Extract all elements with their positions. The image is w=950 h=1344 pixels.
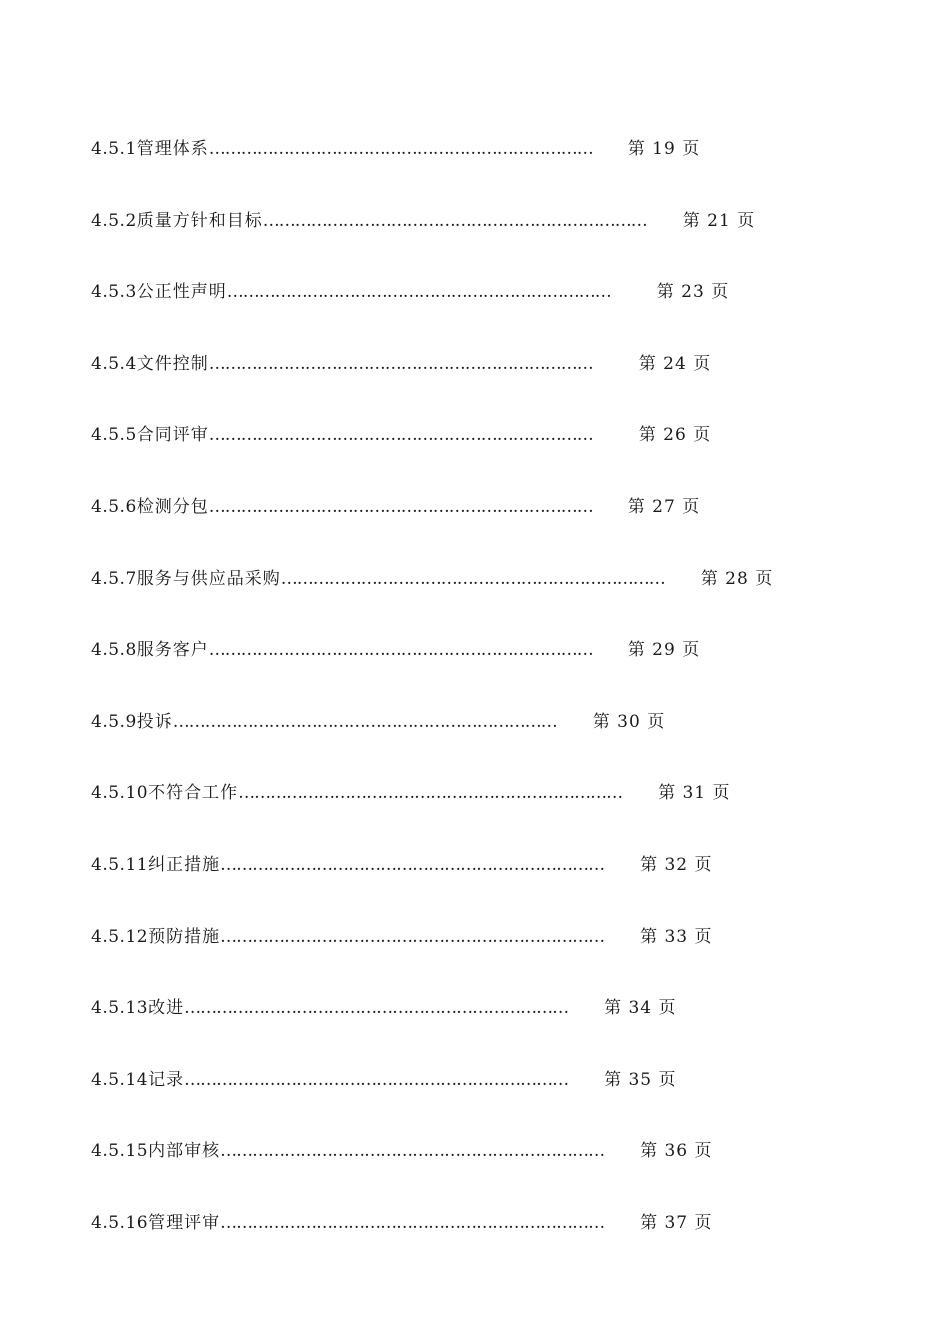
entry-title: 服务与供应品采购 bbox=[136, 568, 281, 589]
entry-page-number: 第 19 页 bbox=[627, 139, 701, 159]
toc-entry[interactable] bbox=[91, 420, 851, 492]
entry-page-number: 第 26 页 bbox=[638, 425, 712, 446]
entry-number: 4.5.1 bbox=[91, 139, 137, 159]
entry-title: 改进 bbox=[148, 998, 185, 1019]
entry-page-number: 第 30 页 bbox=[592, 711, 666, 732]
dot-leader: ……………………………………………………………… bbox=[220, 854, 605, 875]
entry-page-number: 第 27 页 bbox=[627, 496, 701, 517]
dot-leader: ……………………………………………………………… bbox=[262, 210, 647, 231]
dot-leader: ……………………………………………………………… bbox=[208, 425, 593, 446]
dot-leader: ……………………………………………………………… bbox=[208, 640, 593, 661]
toc-entry[interactable] bbox=[91, 778, 851, 850]
entry-number: 4.5.14 bbox=[91, 1069, 149, 1090]
entry-title: 投诉 bbox=[136, 711, 173, 732]
dot-leader: ……………………………………………………………… bbox=[220, 1212, 605, 1233]
toc-entry[interactable] bbox=[91, 1208, 851, 1280]
entry-number: 4.5.15 bbox=[91, 1141, 149, 1162]
toc-entry[interactable] bbox=[91, 349, 851, 421]
toc-entry[interactable] bbox=[91, 564, 851, 636]
entry-title: 检测分包 bbox=[136, 496, 209, 517]
entry-page-number: 第 31 页 bbox=[658, 783, 731, 804]
entry-number: 4.5.7 bbox=[91, 568, 137, 589]
entry-number: 4.5.16 bbox=[91, 1212, 149, 1233]
toc-entry[interactable] bbox=[91, 993, 851, 1065]
entry-page-number: 第 23 页 bbox=[656, 282, 730, 303]
toc-entry[interactable] bbox=[91, 922, 851, 994]
toc-entry[interactable] bbox=[91, 635, 851, 707]
toc-entry[interactable] bbox=[91, 277, 851, 349]
entry-page-number: 第 37 页 bbox=[640, 1212, 713, 1233]
entry-number: 4.5.6 bbox=[91, 496, 137, 517]
entry-page-number: 第 33 页 bbox=[640, 926, 713, 947]
entry-page-number: 第 34 页 bbox=[604, 998, 677, 1019]
toc-entry[interactable] bbox=[91, 707, 851, 779]
dot-leader: ……………………………………………………………… bbox=[208, 353, 593, 374]
dot-leader: ……………………………………………………………… bbox=[172, 711, 557, 732]
entry-number: 4.5.5 bbox=[91, 425, 137, 446]
dot-leader: ……………………………………………………………… bbox=[280, 568, 665, 589]
toc-entry[interactable] bbox=[91, 206, 851, 278]
entry-title: 不符合工作 bbox=[148, 783, 239, 804]
entry-title: 文件控制 bbox=[136, 353, 209, 374]
entry-number: 4.5.10 bbox=[91, 783, 149, 804]
dot-leader: ……………………………………………………………… bbox=[208, 139, 593, 159]
toc-entry[interactable] bbox=[91, 1136, 851, 1208]
entry-title: 公正性声明 bbox=[136, 282, 227, 303]
entry-page-number: 第 28 页 bbox=[700, 568, 774, 589]
dot-leader: ……………………………………………………………… bbox=[238, 783, 623, 804]
entry-number: 4.5.8 bbox=[91, 640, 137, 661]
entry-number: 4.5.4 bbox=[91, 353, 137, 374]
dot-leader: ……………………………………………………………… bbox=[184, 998, 569, 1019]
dot-leader: ……………………………………………………………… bbox=[208, 496, 593, 517]
entry-page-number: 第 29 页 bbox=[627, 640, 701, 661]
entry-number: 4.5.3 bbox=[91, 282, 137, 303]
entry-number: 4.5.12 bbox=[91, 926, 149, 947]
dot-leader: ……………………………………………………………… bbox=[220, 1141, 605, 1162]
entry-title: 记录 bbox=[148, 1069, 185, 1090]
toc-entry[interactable] bbox=[91, 134, 851, 206]
entry-title: 质量方针和目标 bbox=[136, 210, 263, 231]
entry-page-number: 第 32 页 bbox=[640, 854, 713, 875]
toc-entry[interactable] bbox=[91, 850, 851, 922]
entry-title: 管理体系 bbox=[136, 139, 209, 159]
entry-number: 4.5.11 bbox=[91, 854, 149, 875]
entry-page-number: 第 21 页 bbox=[682, 210, 756, 231]
toc-entry[interactable] bbox=[91, 492, 851, 564]
entry-page-number: 第 36 页 bbox=[640, 1141, 713, 1162]
dot-leader: ……………………………………………………………… bbox=[226, 282, 611, 303]
entry-page-number: 第 24 页 bbox=[638, 353, 712, 374]
entry-title: 纠正措施 bbox=[148, 854, 221, 875]
table-of-contents bbox=[91, 134, 851, 1280]
entry-number: 4.5.13 bbox=[91, 998, 149, 1019]
entry-number: 4.5.2 bbox=[91, 210, 137, 231]
dot-leader: ……………………………………………………………… bbox=[184, 1069, 569, 1090]
entry-title: 服务客户 bbox=[136, 640, 209, 661]
dot-leader: ……………………………………………………………… bbox=[220, 926, 605, 947]
toc-entry[interactable] bbox=[91, 1065, 851, 1137]
entry-title: 内部审核 bbox=[148, 1141, 221, 1162]
entry-number: 4.5.9 bbox=[91, 711, 137, 732]
entry-title: 合同评审 bbox=[136, 425, 209, 446]
entry-title: 管理评审 bbox=[148, 1212, 221, 1233]
entry-title: 预防措施 bbox=[148, 926, 221, 947]
entry-page-number: 第 35 页 bbox=[604, 1069, 677, 1090]
